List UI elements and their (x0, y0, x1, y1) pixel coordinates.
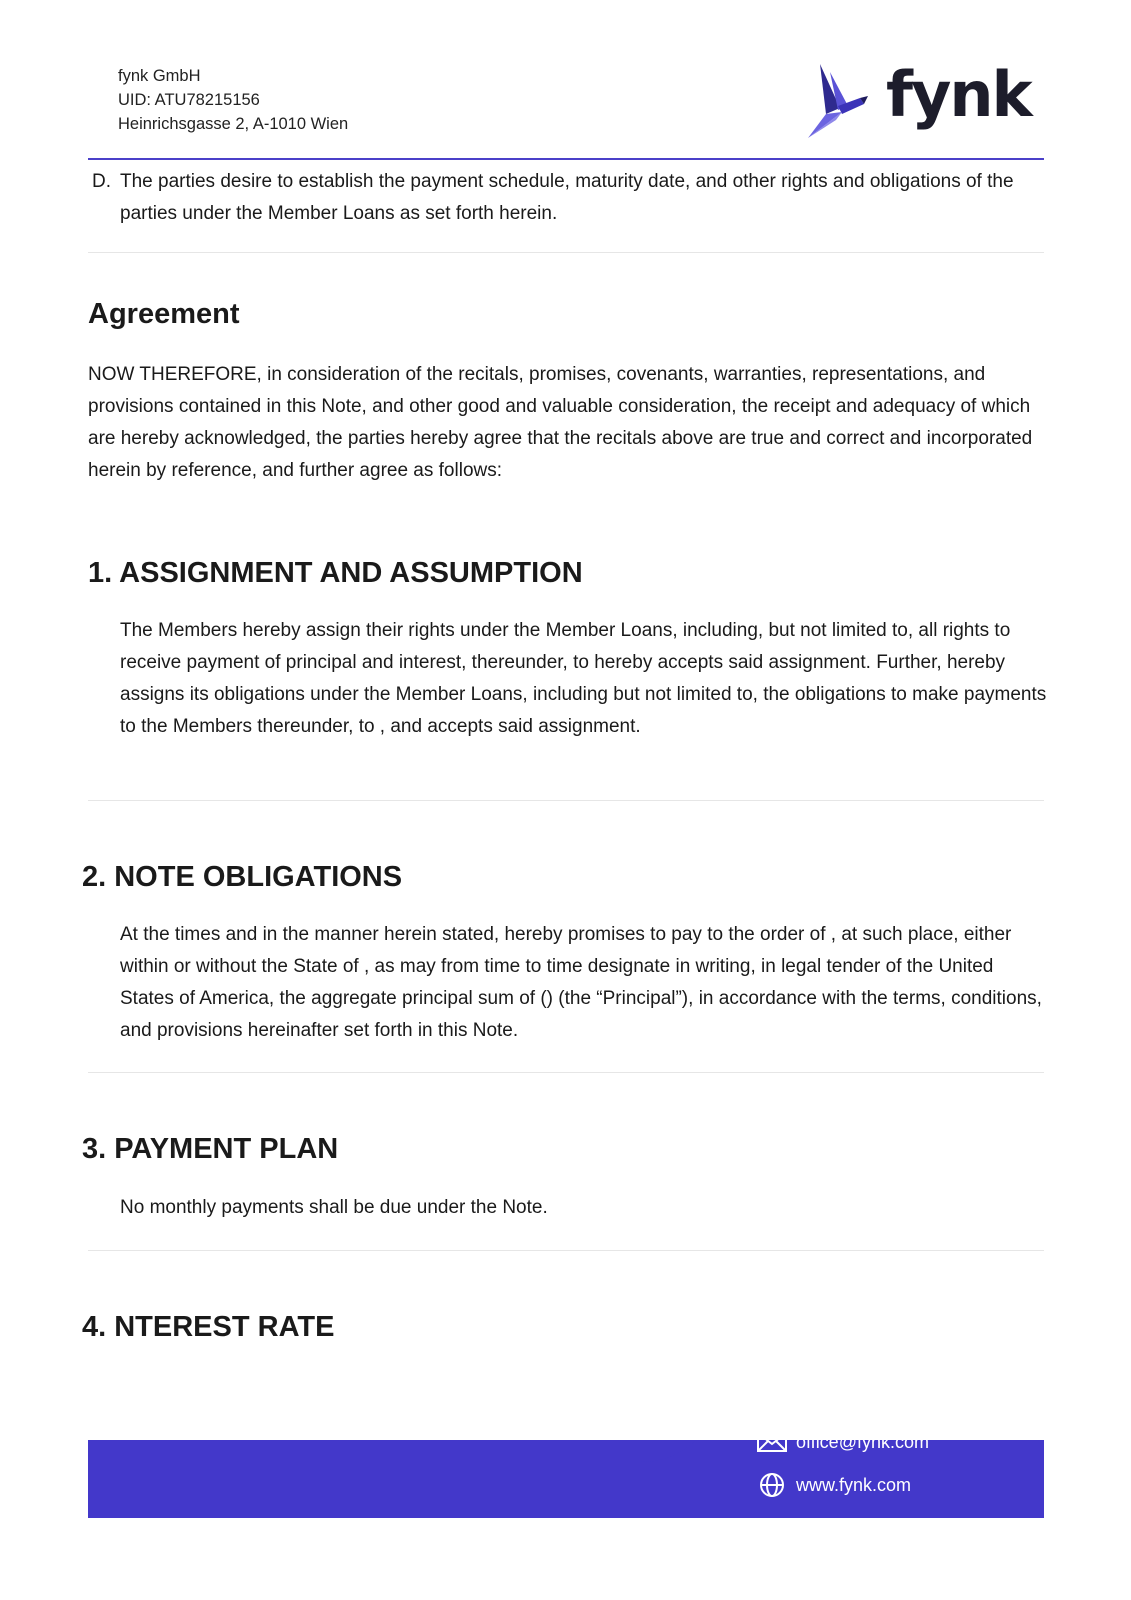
recital-d (92, 166, 1032, 230)
header-rule (88, 158, 1044, 160)
company-uid: UID: ATU78215156 (118, 91, 260, 109)
section-heading-interest-rate: 4. NTEREST RATE (82, 1311, 335, 1343)
section-heading-assignment: 1. ASSIGNMENT AND ASSUMPTION (88, 557, 583, 589)
section-heading-note-obligations: 2. NOTE OBLIGATIONS (82, 861, 403, 893)
logo-wordmark: fynk (886, 58, 1031, 131)
divider (88, 1072, 1044, 1073)
section-text-note-obligations: At the times and in the manner herein stated, hereby promises to pay to the order of , at such place, either within or without the State of , as may from time to time designate in writing, in legal tender of the United States of America, the aggregate principal sum of () (the “Principal”), in accordance with the terms, conditions, and provisions hereinafter set forth in this Note. (120, 924, 1042, 1041)
origami-bird-icon (808, 62, 880, 140)
footer-email[interactable] (756, 1429, 929, 1455)
section-text-assignment: The Members hereby assign their rights under the Member Loans, including, but not limited to, all rights to receive payment of principal and interest, thereunder, to hereby accepts said assignment. Further, hereby assigns its obligations under the Member Loans, including but not limited to, the obligations to make payments to the Members thereunder, to , and accepts said assignment. (120, 620, 1047, 737)
footer-band (0, 1440, 1131, 1600)
footer-email-text: office@fynk.com (796, 1432, 929, 1452)
agreement-heading: Agreement (88, 298, 240, 330)
company-info (118, 64, 348, 136)
agreement-text: NOW THEREFORE, in consideration of the recitals, promises, covenants, warranties, representations, and provisions contained in this Note, and other good and valuable consideration, the receipt and adequacy of which are hereby acknowledged, the parties hereby agree that the recitals above are true and correct and incorporated herein by reference, and further agree as follows: (88, 364, 1033, 481)
footer-website-text: www.fynk.com (796, 1475, 912, 1495)
company-name: fynk GmbH (118, 67, 201, 85)
recital-text: The parties desire to establish the payment schedule, maturity date, and other rights and obligations of the parties under the Member Loans as set forth herein. (120, 171, 1014, 224)
section-heading-payment-plan: 3. PAYMENT PLAN (82, 1133, 339, 1165)
fynk-logo (808, 58, 1031, 142)
company-address: Heinrichsgasse 2, A-1010 Wien (118, 115, 349, 133)
envelope-icon (756, 1429, 788, 1455)
section-text-payment-plan: No monthly payments shall be due under the Note. (120, 1197, 548, 1218)
globe-icon (756, 1472, 788, 1498)
divider (88, 1250, 1044, 1251)
divider (88, 800, 1044, 801)
divider (88, 252, 1044, 253)
footer-website[interactable] (756, 1472, 911, 1498)
recital-letter: D. (92, 171, 111, 192)
